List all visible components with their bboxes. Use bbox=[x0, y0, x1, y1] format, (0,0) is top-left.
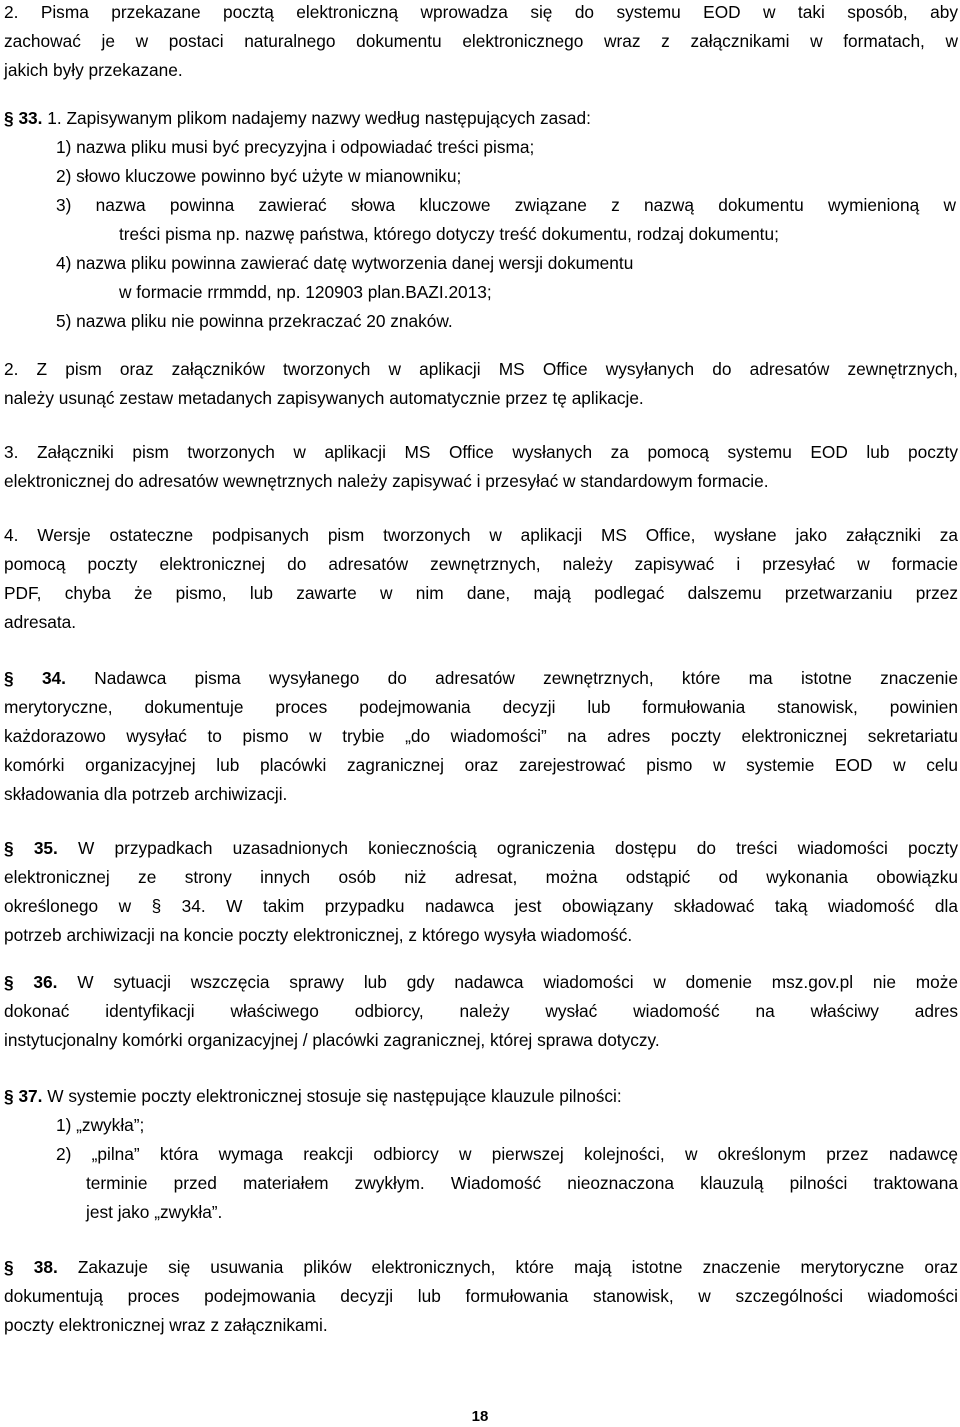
section-number: 34. bbox=[41, 668, 66, 688]
text-line: elektronicznej do adresatów wewnętrznych należy zapisywać i przesyłać w standardowym formacie. bbox=[4, 471, 769, 491]
rule-item: 2) słowo kluczowe powinno być użyte w mianowniku; bbox=[56, 166, 462, 186]
section-38: § 38. Zakazuje się usuwania plików elektronicznych, które mają istotne znaczenie merytoryczne oraz dokumentują proces podejmowania decyzji lub formułowania stanowisk, w szczególności wiadomości poczty elektronicznej wraz z załącznikami. bbox=[4, 1253, 958, 1340]
text-line: każdorazowo wysyłać to pismo w trybie „do wiadomości” na adres poczty elektronicznej sekretariatu bbox=[4, 726, 958, 746]
text-line: pomocą poczty elektronicznej do adresatów zewnętrznych, należy zapisywać i przesyłać w formacie bbox=[4, 554, 958, 574]
section-33-rules bbox=[56, 133, 956, 336]
text-line: dokonać identyfikacji właściwego odbiorcy, należy wysłać wiadomość na właściwy adres bbox=[4, 1001, 958, 1021]
section-36: § 36. W sytuacji wszczęcia sprawy lub gdy nadawca wiadomości w domenie msz.gov.pl nie może dokonać identyfikacji właściwego odbiorcy, należy wysłać wiadomość na właściwy adres instytucjonalny komórki organizacyjnej / placówki zagranicznej, której sprawa dotyczy. bbox=[4, 968, 958, 1055]
section-34: § 34. Nadawca pisma wysyłanego do adresatów zewnętrznych, które ma istotne znaczenie merytoryczne, dokumentuje proces podejmowania decyzji lub formułowania stanowisk, powinien każdorazowo wysyłać to pismo w trybie „do wiadomości” na adres poczty elektronicznej sekretariatu komórki organizacyjnej lub placówki zagranicznej oraz zarejestrować pismo w systemie EOD w celu składowania dla potrzeb archiwizacji. bbox=[4, 664, 958, 809]
section-number: 38. bbox=[33, 1257, 58, 1277]
rule-item: 5) nazwa pliku nie powinna przekraczać 20 znaków. bbox=[56, 311, 453, 331]
text-line: poczty elektronicznej wraz z załącznikami. bbox=[4, 1315, 328, 1335]
text-line: określonego w § 34. W takim przypadku nadawca jest obowiązany składować taką wiadomość dla bbox=[4, 896, 958, 916]
rule-item-continued: w formacie rrmmdd, np. 120903 plan.BAZI.2013; bbox=[119, 282, 492, 302]
section-number: 37. bbox=[18, 1086, 43, 1106]
section-33-heading bbox=[4, 104, 958, 133]
section-sign: § bbox=[4, 1257, 14, 1277]
text-line: elektronicznej ze strony innych osób niż adresat, można odstąpić od wykonania obowiązku bbox=[4, 867, 958, 887]
section-sign: § bbox=[4, 1086, 14, 1106]
section-sign: § bbox=[4, 972, 14, 992]
text-line: zachować je w postaci naturalnego dokumentu elektronicznego wraz z załącznikami w formatach, w bbox=[4, 31, 958, 51]
list-item-continued: jest jako „zwykła”. bbox=[86, 1202, 223, 1222]
rule-item-continued: treści pisma np. nazwę państwa, którego dotyczy treść dokumentu, rodzaj dokumentu; bbox=[119, 224, 779, 244]
section-sign: § bbox=[4, 838, 14, 858]
text-line: 4. Wersje ostateczne podpisanych pism tworzonych w aplikacji MS Office, wysłane jako załączniki za bbox=[4, 525, 958, 545]
section-sign: § bbox=[4, 108, 14, 128]
text-line: PDF, chyba że pismo, lub zawarte w nim dane, mają podlegać dalszemu przetwarzaniu przez bbox=[4, 583, 958, 603]
text-line: potrzeb archiwizacji na koncie poczty elektronicznej, z którego wysyła wiadomość. bbox=[4, 925, 633, 945]
section-number: 36. bbox=[33, 972, 58, 992]
text-line: adresata. bbox=[4, 612, 77, 632]
text-line: dokumentują proces podejmowania decyzji lub formułowania stanowisk, w szczególności wiadomości bbox=[4, 1286, 958, 1306]
section-35: § 35. W przypadkach uzasadnionych koniecznością ograniczenia dostępu do treści wiadomości poczty elektronicznej ze strony innych osób niż adresat, można odstąpić od wykonania obowiązku określonego w § 34. W takim przypadku nadawca jest obowiązany składować taką wiadomość dla potrzeb archiwizacji na koncie poczty elektronicznej, z którego wysyła wiadomość. bbox=[4, 834, 958, 950]
section-37: § 37. W systemie poczty elektronicznej stosuje się następujące klauzule pilności: bbox=[4, 1086, 622, 1106]
section-33-intro: 1. Zapisywanym plikom nadajemy nazwy według następujących zasad: bbox=[42, 108, 591, 128]
paragraph-2-intro bbox=[4, 0, 958, 85]
section-33-paragraph-4 bbox=[4, 521, 958, 637]
section-number: 33. bbox=[18, 108, 43, 128]
text-line: składowania dla potrzeb archiwizacji. bbox=[4, 784, 288, 804]
section-number: 35. bbox=[33, 838, 58, 858]
text-line: należy usunąć zestaw metadanych zapisywanych automatycznie przez tę aplikacje. bbox=[4, 388, 644, 408]
rule-item: 3) nazwa powinna zawierać słowa kluczowe związane z nazwą dokumentu wymienioną w bbox=[56, 195, 956, 215]
text-line: 3. Załączniki pism tworzonych w aplikacji MS Office wysłanych za pomocą systemu EOD lub poczty bbox=[4, 442, 958, 462]
text-line: 2. Pisma przekazane pocztą elektroniczną wprowadza się do systemu EOD w taki sposób, aby bbox=[4, 2, 958, 22]
text-line: jakich były przekazane. bbox=[4, 60, 183, 80]
text-line: merytoryczne, dokumentuje proces podejmowania decyzji lub formułowania stanowisk, powinien bbox=[4, 697, 958, 717]
text-line: instytucjonalny komórki organizacyjnej / placówki zagranicznej, której sprawa dotyczy. bbox=[4, 1030, 660, 1050]
text-line: 2. Z pism oraz załączników tworzonych w aplikacji MS Office wysyłanych do adresatów zewnętrznych, bbox=[4, 359, 958, 379]
list-item: 1) „zwykła”; bbox=[56, 1115, 145, 1135]
rule-item: 4) nazwa pliku powinna zawierać datę wytworzenia danej wersji dokumentu bbox=[56, 253, 634, 273]
list-item-continued: terminie przed materiałem zwykłym. Wiadomość nieozn​aczona klauzulą pilności traktowana bbox=[86, 1173, 958, 1193]
page-number: 18 bbox=[471, 1408, 489, 1425]
list-item: 2) „pilna” która wymaga reakcji odbiorcy w pierwszej kolejności, w określonym przez nadawcę bbox=[56, 1144, 958, 1164]
section-37-items bbox=[56, 1111, 958, 1227]
text-line: komórki organizacyjnej lub placówki zagranicznej oraz zarejestrować pismo w systemie EOD w celu bbox=[4, 755, 958, 775]
section-33-paragraph-2 bbox=[4, 355, 958, 413]
section-33-paragraph-3 bbox=[4, 438, 958, 496]
section-sign: § bbox=[4, 668, 14, 688]
rule-item: 1) nazwa pliku musi być precyzyjna i odpowiadać treści pisma; bbox=[56, 137, 535, 157]
